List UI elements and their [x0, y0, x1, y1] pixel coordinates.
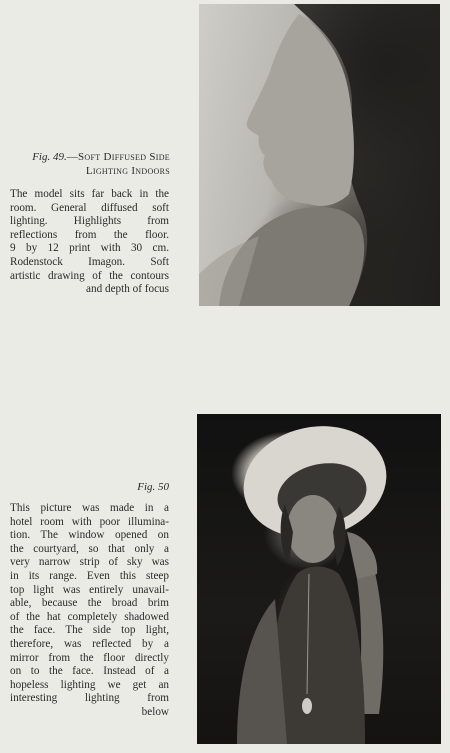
- fig50-line: able, because the broad brim: [10, 597, 169, 610]
- fig50-line: hopeless lighting we get an: [10, 678, 169, 691]
- fig49-line: 9 by 12 print with 30 cm.: [10, 242, 169, 255]
- fig49-caption-title-line2: Lighting Indoors: [85, 165, 170, 177]
- fig50-line: mirror from the floor directly: [10, 651, 169, 664]
- fig50-line: therefore, was reflected by a: [10, 637, 169, 650]
- fig49-description: [10, 188, 169, 297]
- fig49-caption: [10, 150, 170, 178]
- fig49-caption-number: Fig. 49.: [32, 151, 67, 163]
- fig50-line: tion. The window opened on: [10, 529, 169, 542]
- portrait-photo-fig50: [197, 414, 441, 744]
- fig49-line: room. General diffused soft: [10, 201, 169, 214]
- fig50-line: on to the face. Instead of a: [10, 665, 169, 678]
- fig50-line: interesting lighting from: [10, 692, 169, 705]
- portrait-photo-fig49: [199, 4, 440, 306]
- fig50-caption: Fig. 50: [137, 481, 169, 493]
- fig50-line: This picture was made in a: [10, 502, 169, 514]
- profile-figure: [199, 4, 440, 306]
- fig49-line: reflections from the floor.: [10, 228, 169, 241]
- fig50-line: in its range. Even this steep: [10, 569, 169, 582]
- fig50-description: [10, 502, 169, 720]
- fig50-line: below: [141, 705, 169, 718]
- fig49-line: The model sits far back in the: [10, 188, 169, 200]
- fig49-line: and depth of focus: [86, 283, 169, 296]
- fig49-caption-title-line1: —Soft Diffused Side: [66, 151, 170, 163]
- fig49-line: artistic drawing of the contours: [10, 269, 169, 282]
- fig50-line: hotel room with poor illumina-: [10, 515, 169, 528]
- fig50-line: of the hat completely shadowed: [10, 610, 169, 623]
- hat-figure: [197, 414, 441, 744]
- fig50-line: very narrow strip of sky was: [10, 556, 169, 569]
- fig50-line: the face. The side top light,: [10, 624, 169, 637]
- fig50-line: top light was entirely unavail-: [10, 583, 169, 596]
- fig50-line: the courtyard, so that only a: [10, 542, 169, 555]
- fig49-line: Rodenstock Imagon. Soft: [10, 255, 169, 268]
- fig49-line: lighting. Highlights from: [10, 215, 169, 228]
